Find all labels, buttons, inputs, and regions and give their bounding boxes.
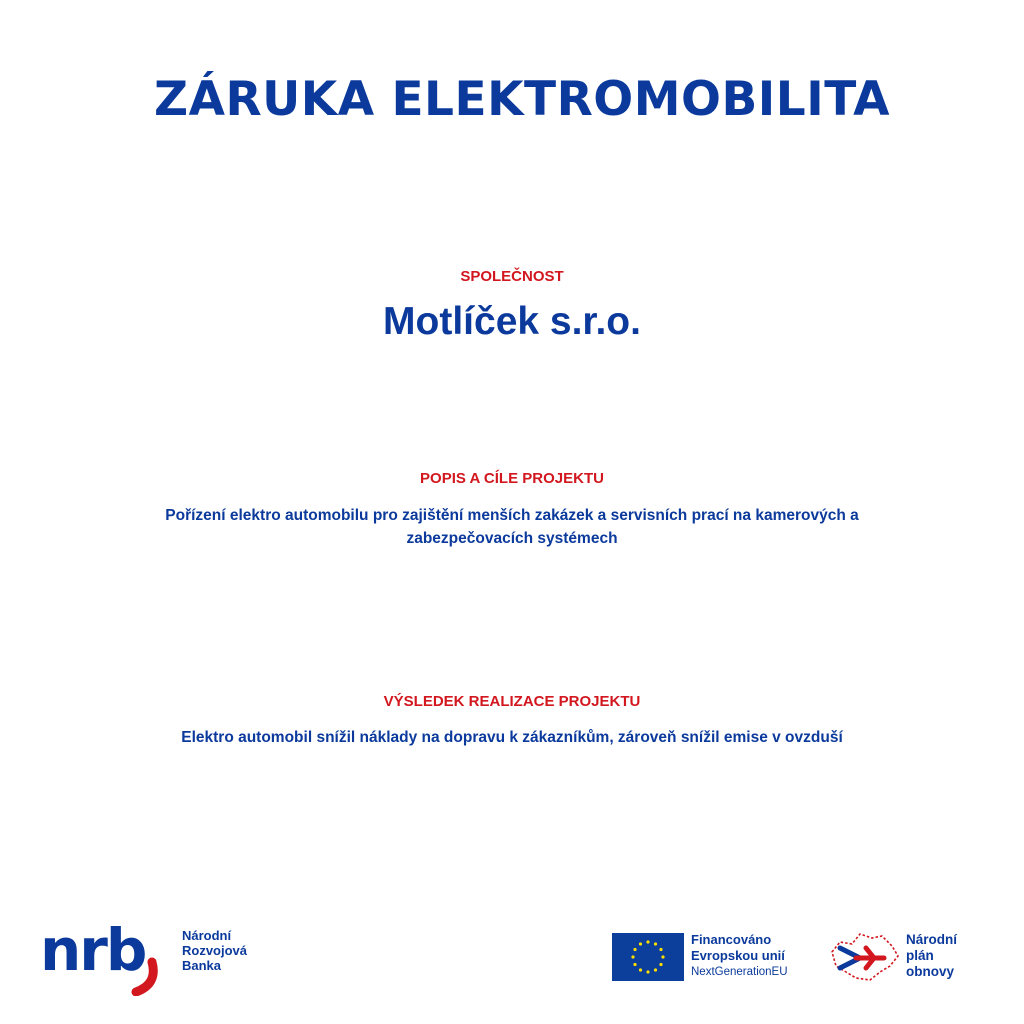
eu-text bbox=[691, 932, 788, 981]
result-label: VÝSLEDEK REALIZACE PROJEKTU bbox=[383, 693, 641, 710]
eu-flag-icon bbox=[612, 933, 684, 981]
nrb-logo bbox=[40, 912, 270, 996]
eu-star-icon bbox=[633, 963, 636, 966]
eu-star-icon bbox=[631, 955, 634, 958]
npo-map-icon bbox=[826, 926, 902, 990]
eu-star-icon bbox=[661, 955, 664, 958]
description-label: POPIS A CÍLE PROJEKTU bbox=[420, 470, 604, 487]
nrb-logo-mark bbox=[40, 912, 170, 996]
nrb-logo-letters: nrb bbox=[40, 916, 146, 984]
eu-line-1: Financováno bbox=[691, 932, 772, 947]
result-text: Elektro automobil snížil náklady na dopravu k zákazníkům, zároveň snížil emise v ovzduší bbox=[181, 729, 843, 746]
eu-star-icon bbox=[646, 940, 649, 943]
nrb-line-3: Banka bbox=[182, 958, 222, 973]
eu-logo bbox=[612, 932, 812, 984]
npo-line-1: Národní bbox=[906, 932, 958, 947]
eu-line-3: NextGenerationEU bbox=[691, 966, 788, 978]
nrb-line-2: Rozvojová bbox=[182, 943, 248, 958]
eu-star-icon bbox=[654, 968, 657, 971]
eu-star-icon bbox=[639, 942, 642, 945]
page-title: ZÁRUKA ELEKTROMOBILITA bbox=[153, 72, 890, 127]
eu-star-icon bbox=[633, 948, 636, 951]
npo-logo bbox=[826, 926, 986, 990]
eu-star-icon bbox=[639, 968, 642, 971]
description-text bbox=[120, 504, 904, 550]
eu-star-icon bbox=[659, 963, 662, 966]
company-label: SPOLEČNOST bbox=[460, 268, 564, 285]
npo-line-2: plán bbox=[906, 948, 934, 963]
eu-star-icon bbox=[646, 970, 649, 973]
eu-star-icon bbox=[659, 948, 662, 951]
nrb-text bbox=[182, 928, 247, 973]
description-line-1: Pořízení elektro automobilu pro zajištění menších zakázek a servisních prací na kamerových a bbox=[165, 507, 859, 524]
eu-star-icon bbox=[654, 942, 657, 945]
eu-line-2: Evropskou unií bbox=[691, 948, 785, 963]
npo-line-3: obnovy bbox=[906, 964, 955, 979]
company-name: Motlíček s.r.o. bbox=[383, 300, 641, 343]
npo-text bbox=[906, 932, 957, 980]
description-line-2: zabezpečovacích systémech bbox=[406, 530, 618, 547]
nrb-line-1: Národní bbox=[182, 928, 232, 943]
